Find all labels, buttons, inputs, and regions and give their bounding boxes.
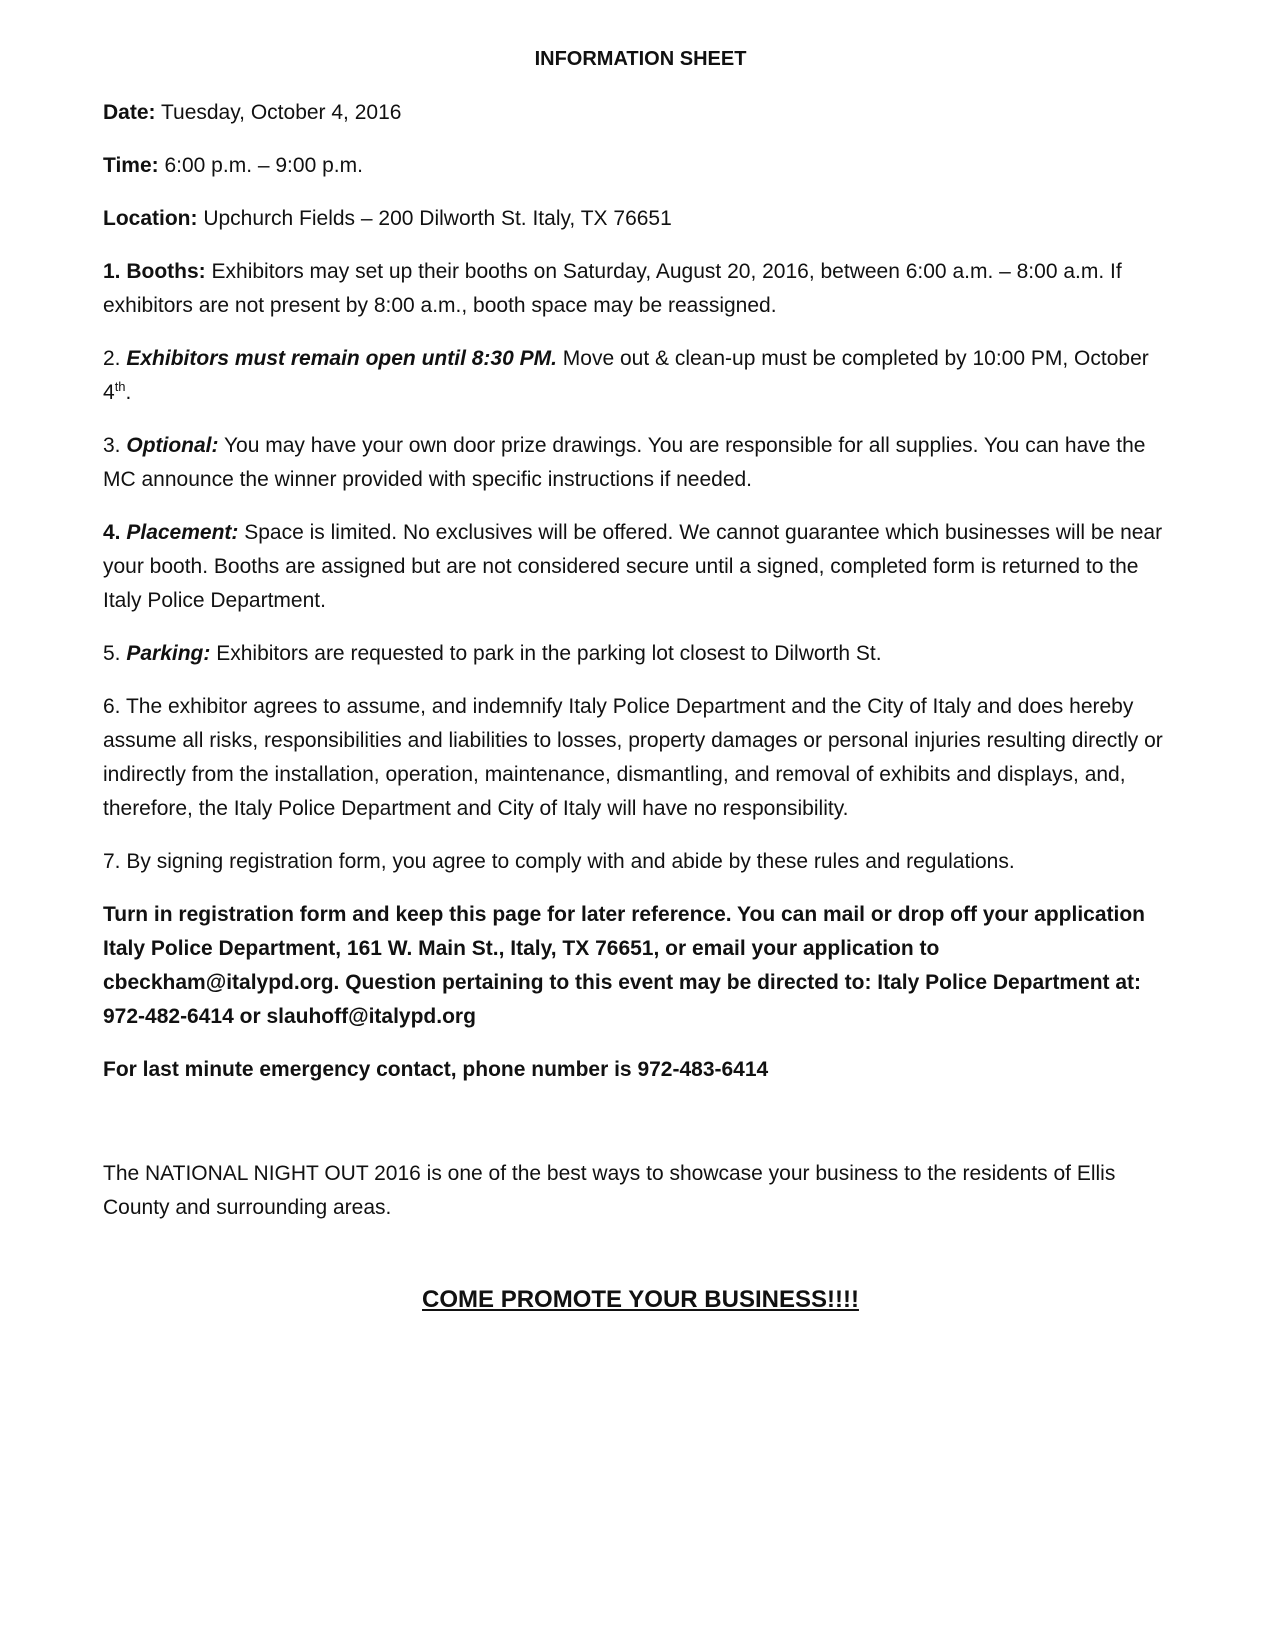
rule-number: 1. — [103, 260, 127, 283]
page-title: INFORMATION SHEET — [534, 48, 747, 70]
rule-text: Exhibitors may set up their booths on Saturday, August 20, 2016, between 6:00 a.m. – 8:00 a.m. If exhibitors are not present by 8:00 a.m., booth space may be reassigned. — [103, 260, 1122, 317]
rule-placement — [103, 516, 1178, 618]
rule-exhibitors-open — [103, 342, 1178, 410]
rule-heading: Booths: — [126, 260, 206, 283]
rule-tail: . — [125, 381, 132, 404]
rule-number: 5. — [103, 642, 127, 665]
rule-number: 4. — [103, 521, 127, 544]
rule-indemnify: 6. The exhibitor agrees to assume, and indemnify Italy Police Department and the City of Italy and does hereby assume all risks, responsibilities and liabilities to losses, property damages or personal injuries resulting directly or indirectly from the installation, operation, maintenance, dismantling, and removal of exhibits and displays, and, therefore, the Italy Police Department and City of Italy will have no responsibility. — [103, 695, 1163, 820]
location-label: Location: — [103, 207, 198, 230]
rule-heading: Optional: — [126, 434, 219, 457]
ordinal-suffix: th — [114, 379, 126, 394]
emergency-contact: For last minute emergency contact, phone number is 972-483-6414 — [103, 1058, 769, 1081]
rule-text: Exhibitors are requested to park in the parking lot closest to Dilworth St. — [210, 642, 882, 665]
rule-number: 3. — [103, 434, 127, 457]
rule-heading: Parking: — [126, 642, 211, 665]
rule-heading: Exhibitors must remain open until 8:30 PM. — [126, 347, 557, 370]
rule-booths — [103, 255, 1178, 323]
date-label: Date: — [103, 101, 156, 124]
time-line — [103, 149, 1178, 183]
rule-parking — [103, 637, 1178, 671]
rule-heading: Placement: — [126, 521, 239, 544]
call-to-action: COME PROMOTE YOUR BUSINESS!!!! — [422, 1286, 859, 1313]
submission-instructions: Turn in registration form and keep this page for later reference. You can mail or drop off your application Italy Police Department, 161 W. Main St., Italy, TX 76651, or email your application to cbeckham@italypd.org. Question pertaining to this event may be directed to: Italy Police Department at: 972-482-6414 or slauhoff@italypd.org — [103, 903, 1146, 1028]
location-line — [103, 202, 1178, 236]
location-value: Upchurch Fields – 200 Dilworth St. Italy, TX 76651 — [197, 207, 672, 230]
date-value: Tuesday, October 4, 2016 — [155, 101, 402, 124]
promo-text: The NATIONAL NIGHT OUT 2016 is one of the best ways to showcase your business to the residents of Ellis County and surrounding areas. — [103, 1162, 1116, 1219]
rule-optional — [103, 429, 1178, 497]
information-sheet — [103, 44, 1178, 1317]
time-value: 6:00 p.m. – 9:00 p.m. — [158, 154, 363, 177]
rule-text: Space is limited. No exclusives will be offered. We cannot guarantee which businesses will be near your booth. Booths are assigned but are not considered secure until a signed, completed form is returned to the Italy Police Department. — [103, 521, 1163, 612]
rule-text: You may have your own door prize drawings. You are responsible for all supplies. You can have the MC announce the winner provided with specific instructions if needed. — [103, 434, 1146, 491]
date-line — [103, 96, 1178, 130]
rule-agreement: 7. By signing registration form, you agree to comply with and abide by these rules and regulations. — [103, 850, 1015, 873]
rule-number: 2. — [103, 347, 127, 370]
rule-text: Move out & clean-up must be completed by 10:00 PM, October 4 — [103, 347, 1149, 404]
time-label: Time: — [103, 154, 159, 177]
